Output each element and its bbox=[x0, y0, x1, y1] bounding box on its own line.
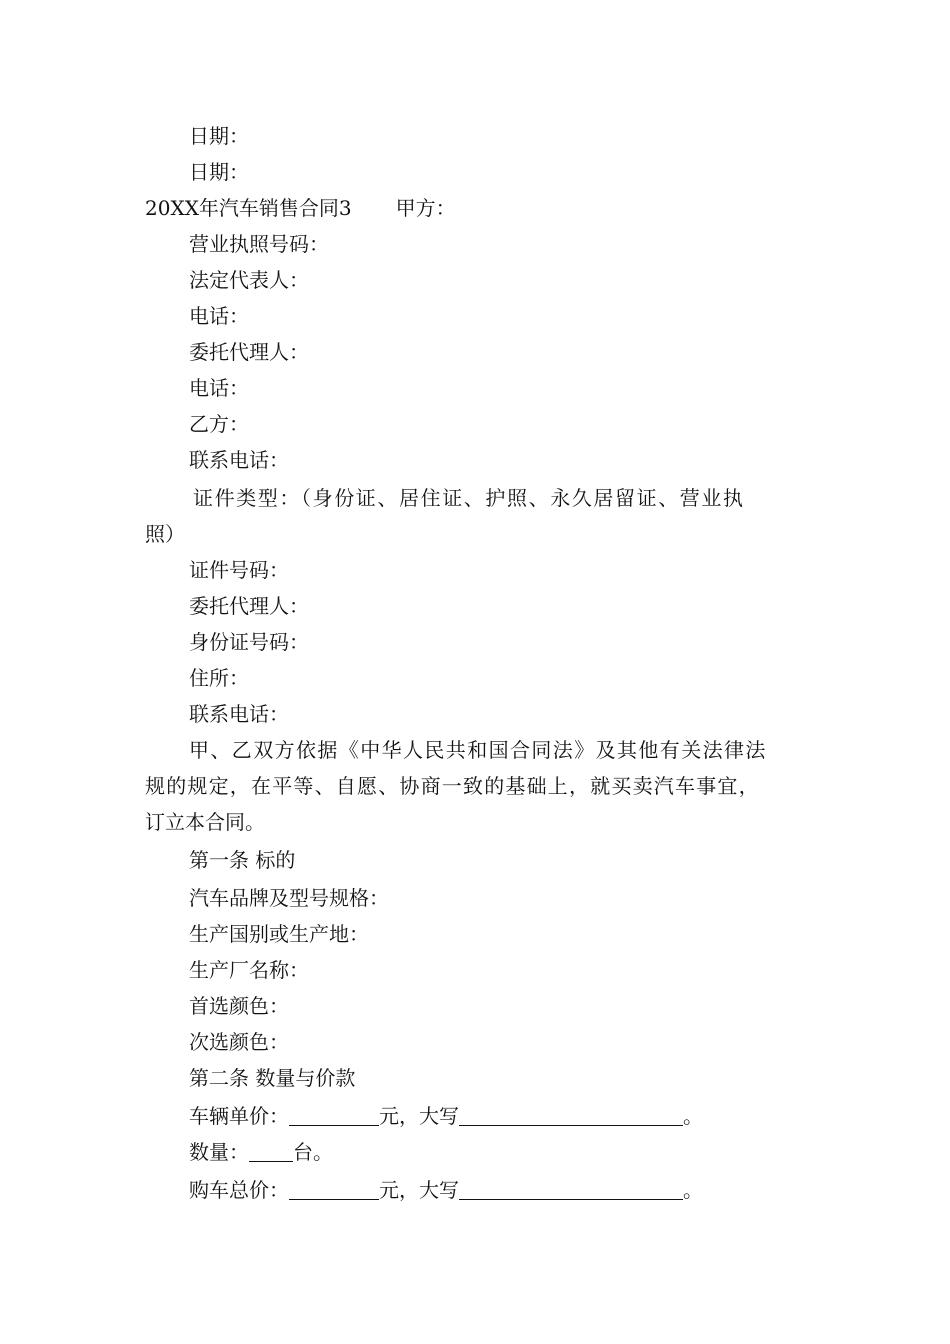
unit-price-line bbox=[189, 1102, 703, 1130]
unit-price-label: 车辆单价： bbox=[189, 1104, 289, 1128]
total-price-line bbox=[189, 1176, 703, 1204]
article-1-heading: 第一条 标的 bbox=[189, 848, 296, 872]
total-price-blank[interactable] bbox=[289, 1179, 379, 1200]
agent-label-2: 委托代理人： bbox=[189, 594, 309, 618]
quantity-blank[interactable] bbox=[249, 1141, 293, 1162]
intro-line-1: 甲、乙双方依据《中华人民共和国合同法》及其他有关法律法 bbox=[189, 738, 767, 762]
id-type-line-2: 照） bbox=[145, 522, 185, 546]
intro-line-3: 订立本合同。 bbox=[145, 810, 265, 834]
contract-title: 20XX年汽车销售合同3 bbox=[145, 196, 352, 220]
unit-price-blank[interactable] bbox=[289, 1105, 379, 1126]
date-line-1: 日期： bbox=[189, 124, 249, 148]
quantity-label: 数量： bbox=[189, 1140, 249, 1164]
total-price-mid: 元，大写 bbox=[379, 1178, 459, 1202]
license-number-label: 营业执照号码： bbox=[189, 232, 329, 256]
first-color-label: 首选颜色： bbox=[189, 994, 289, 1018]
phone-label-1: 电话： bbox=[189, 304, 249, 328]
article-2-heading: 第二条 数量与价款 bbox=[189, 1066, 356, 1090]
manufacturer-label: 生产厂名称： bbox=[189, 958, 309, 982]
address-label: 住所： bbox=[189, 666, 249, 690]
brand-model-label: 汽车品牌及型号规格： bbox=[189, 886, 389, 910]
party-a-label: 甲方： bbox=[395, 196, 456, 220]
unit-price-mid: 元，大写 bbox=[379, 1104, 459, 1128]
second-color-label: 次选颜色： bbox=[189, 1030, 289, 1054]
contact-phone-label-1: 联系电话： bbox=[189, 448, 289, 472]
id-card-number-label: 身份证号码： bbox=[189, 630, 309, 654]
id-type-line-1: 证件类型：（身份证、居住证、护照、永久居留证、营业执 bbox=[193, 486, 745, 510]
contract-heading bbox=[145, 194, 456, 222]
total-price-label: 购车总价： bbox=[189, 1178, 289, 1202]
total-price-words-blank[interactable] bbox=[459, 1179, 683, 1200]
unit-price-words-blank[interactable] bbox=[459, 1105, 683, 1126]
origin-label: 生产国别或生产地： bbox=[189, 922, 369, 946]
contact-phone-label-2: 联系电话： bbox=[189, 702, 289, 726]
id-number-label: 证件号码： bbox=[189, 558, 289, 582]
date-line-2: 日期： bbox=[189, 160, 249, 184]
phone-label-2: 电话： bbox=[189, 376, 249, 400]
quantity-line bbox=[189, 1138, 333, 1166]
unit-price-end: 。 bbox=[683, 1104, 703, 1128]
party-b-label: 乙方： bbox=[189, 412, 249, 436]
quantity-end: 台。 bbox=[293, 1140, 333, 1164]
intro-line-2: 规的规定，在平等、自愿、协商一致的基础上，就买卖汽车事宜， bbox=[145, 774, 760, 798]
legal-representative-label: 法定代表人： bbox=[189, 268, 309, 292]
agent-label-1: 委托代理人： bbox=[189, 340, 309, 364]
total-price-end: 。 bbox=[683, 1178, 703, 1202]
